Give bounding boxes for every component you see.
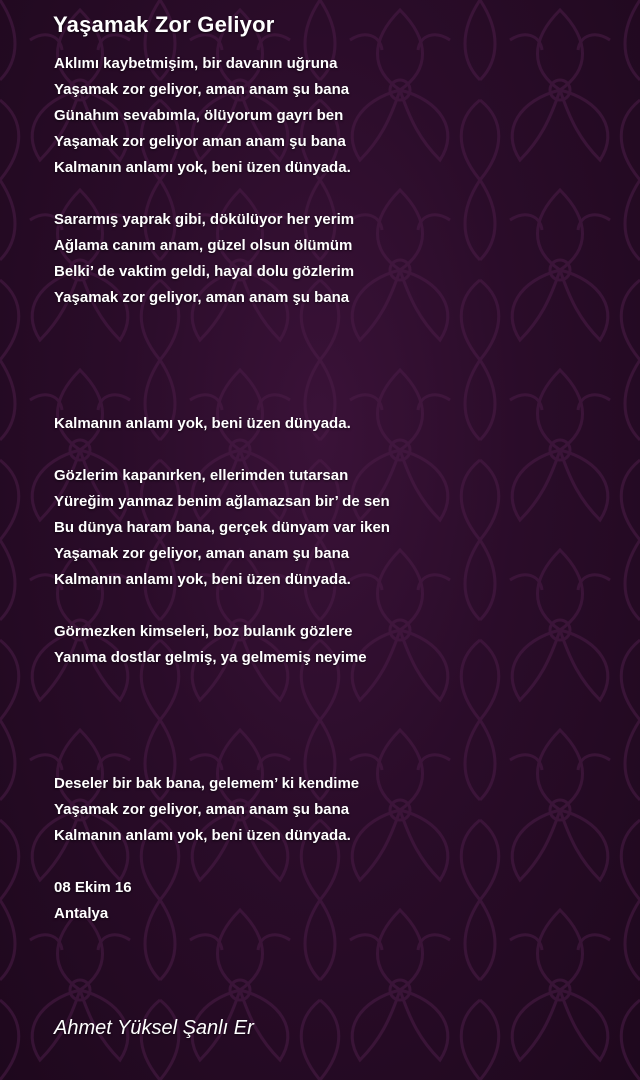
poem-stanza-6 bbox=[54, 771, 359, 849]
poem-line: Kalmanın anlamı yok, beni üzen dünyada. bbox=[54, 827, 351, 844]
poem-line: Sararmış yaprak gibi, dökülüyor her yerim bbox=[54, 211, 355, 228]
poem-line: Görmezken kimseleri, boz bulanık gözlere bbox=[54, 623, 353, 640]
poem-line: Kalmanın anlamı yok, beni üzen dünyada. bbox=[54, 159, 351, 176]
poem-stanza-1 bbox=[54, 51, 351, 181]
poem-line: Deseler bir bak bana, gelemem’ ki kendime bbox=[54, 775, 360, 792]
poem-stanza-2 bbox=[54, 207, 354, 311]
poem-line: Yüreğim yanmaz benim ağlamazsan bir’ de sen bbox=[54, 493, 390, 510]
poem-line: Yaşamak zor geliyor aman anam şu bana bbox=[54, 133, 346, 150]
poem-line: Kalmanın anlamı yok, beni üzen dünyada. bbox=[54, 571, 351, 588]
poem-stanza-4 bbox=[54, 463, 390, 593]
poem-line: Gözlerim kapanırken, ellerimden tutarsan bbox=[54, 467, 349, 484]
poem-date: 08 Ekim 16 bbox=[54, 879, 132, 896]
poem-stanza-3 bbox=[54, 411, 351, 437]
poem-line: Kalmanın anlamı yok, beni üzen dünyada. bbox=[54, 415, 351, 432]
poem-stanza-5 bbox=[54, 619, 367, 671]
poem-line: Aklımı kaybetmişim, bir davanın uğruna bbox=[54, 55, 338, 72]
poem-line: Belki’ de vaktim geldi, hayal dolu gözlerim bbox=[54, 263, 355, 280]
poem-line: Günahım sevabımla, ölüyorum gayrı ben bbox=[54, 107, 344, 124]
poem-line: Yaşamak zor geliyor, aman anam şu bana bbox=[54, 545, 350, 562]
poem-line: Yaşamak zor geliyor, aman anam şu bana bbox=[54, 289, 350, 306]
poem-author: Ahmet Yüksel Şanlı Er bbox=[54, 1017, 254, 1039]
poem-place: Antalya bbox=[54, 905, 109, 922]
poem-line: Yaşamak zor geliyor, aman anam şu bana bbox=[54, 81, 350, 98]
poem-line: Bu dünya haram bana, gerçek dünyam var iken bbox=[54, 519, 390, 536]
poem-line: Yaşamak zor geliyor, aman anam şu bana bbox=[54, 801, 350, 818]
poem-line: Ağlama canım anam, güzel olsun ölümüm bbox=[54, 237, 353, 254]
poem-line: Yanıma dostlar gelmiş, ya gelmemiş neyime bbox=[54, 649, 367, 666]
poem-footer bbox=[54, 875, 132, 927]
poem-title: Yaşamak Zor Geliyor bbox=[53, 12, 275, 37]
